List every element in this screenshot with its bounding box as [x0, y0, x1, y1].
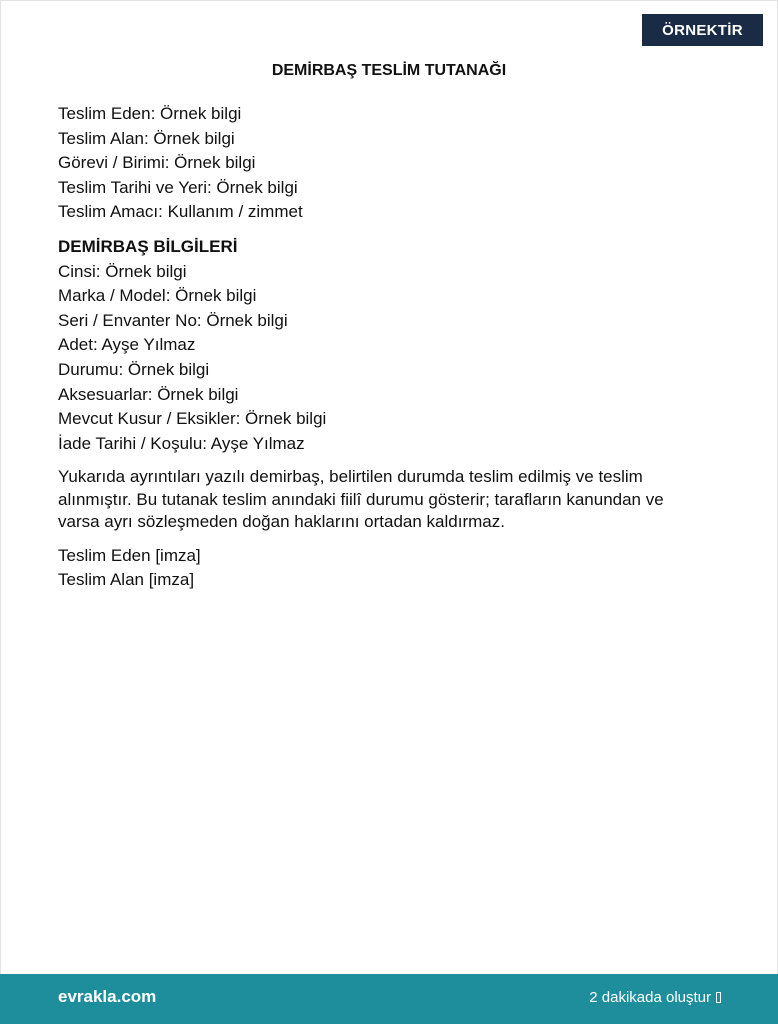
statement-paragraph [58, 466, 728, 533]
document-body [58, 102, 728, 593]
document-title: DEMİRBAŞ TESLİM TUTANAĞI [271, 62, 507, 79]
signature-line: Teslim Eden [imza] [58, 545, 201, 565]
item-line: Adet: Ayşe Yılmaz [58, 335, 196, 355]
item-line: Mevcut Kusur / Eksikler: Örnek bilgi [58, 409, 327, 429]
field-line: Teslim Amacı: Kullanım / zimmet [58, 202, 303, 222]
field-line: Teslim Alan: Örnek bilgi [58, 128, 235, 148]
section-heading: DEMİRBAŞ BİLGİLERİ [58, 236, 238, 256]
brand-link[interactable]: evrakla.com [58, 987, 157, 1006]
item-fields [58, 260, 728, 457]
field-line: Teslim Tarihi ve Yeri: Örnek bilgi [58, 177, 298, 197]
external-link-icon [716, 992, 721, 1003]
item-line: Marka / Model: Örnek bilgi [58, 286, 257, 306]
signature-line: Teslim Alan [imza] [58, 570, 195, 590]
item-line: Seri / Envanter No: Örnek bilgi [58, 310, 288, 330]
footer-bar [0, 974, 778, 1024]
item-line: Durumu: Örnek bilgi [58, 359, 210, 379]
field-line: Teslim Eden: Örnek bilgi [58, 104, 242, 123]
cta-label: 2 dakikada oluştur [589, 989, 711, 1006]
item-line: Cinsi: Örnek bilgi [58, 261, 187, 281]
create-cta-link[interactable] [589, 989, 721, 1006]
field-line: Görevi / Birimi: Örnek bilgi [58, 153, 256, 173]
signature-block [58, 544, 728, 593]
paragraph-line: alınmıştır. Bu tutanak teslim anındaki fiilî durumu gösterir; tarafların kanundan ve [58, 489, 664, 509]
item-line: İade Tarihi / Koşulu: Ayşe Yılmaz [58, 433, 305, 453]
header-fields [58, 102, 728, 225]
paragraph-line: Yukarıda ayrıntıları yazılı demirbaş, belirtilen durumda teslim edilmiş ve teslim [58, 467, 643, 487]
paragraph-line: varsa ayrı sözleşmeden doğan haklarını ortadan kaldırmaz. [58, 512, 505, 532]
item-line: Aksesuarlar: Örnek bilgi [58, 384, 239, 404]
sample-badge: ÖRNEKTİR [642, 14, 763, 46]
